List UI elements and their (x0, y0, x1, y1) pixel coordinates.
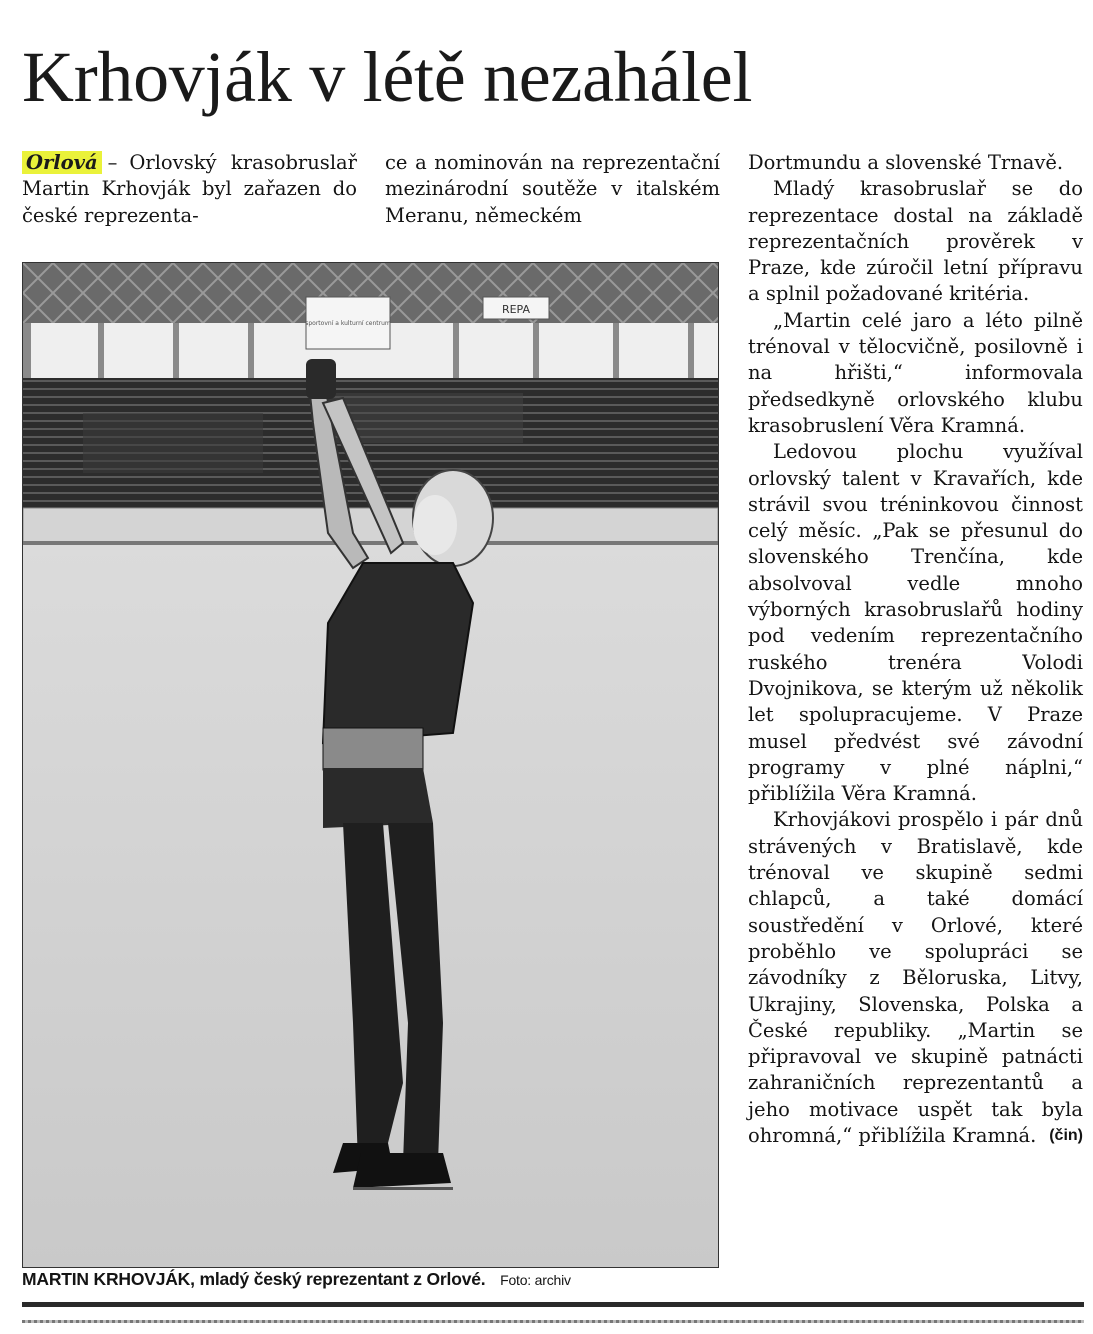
paragraph-4: Ledovou plochu využíval orlovský talent v Kravařích, kde strávil svou tréninkovou činnost celý měsíc. „Pak se přesunul do slovenského Trenčína, kde absolvoval vedle mnoho výborných krasobruslařů hodiny pod vedením reprezentačního ruského trenéra Volodi Dvojnikova, se kterým už několik let spolupracujeme. V Praze musel předvést své závodní programy v plné náplni,“ přiblížila Věra Kramná. (748, 440, 1083, 806)
banner-left-text: sportovní a kulturní centrum (305, 320, 391, 327)
article-column-2 (385, 150, 720, 229)
belt-pattern (323, 728, 423, 770)
article-text-col2: ce a nominován na reprezentační mezinárodní soutěže v italském Meranu, německém (385, 151, 720, 227)
photo-caption (22, 1268, 722, 1291)
article-column-1 (22, 150, 357, 229)
paragraph-2: Mladý krasobruslař se do reprezentace dostal na základě reprezentačních prověrek v Praze, kde zúročil letní přípravu a splnil požadované kritéria. (748, 177, 1083, 306)
paragraph-5: Krhovjákovi prospělo i pár dnů strávených v Bratislavě, kde trénoval ve skupině sedmi chlapců, a také domácí soustředění v Orlové, které proběhlo ve spolupráci se závodníky z Běloruska, Litvy, Ukrajiny, Slovenska, Polska a České republiky. „Martin se připravoval ve skupině patnácti zahraničních reprezentantů a jeho motivace uspět tak byla ohromná,“ přiblížila Kramná. (748, 808, 1083, 1147)
photo-credit: Foto: archiv (500, 1272, 571, 1288)
bottom-rule (22, 1302, 1084, 1307)
paragraph-1: Dortmundu a slovenské Trnavě. (748, 151, 1064, 174)
dateline-dash: – (107, 151, 118, 174)
caption-description: mladý český reprezentant z Orlové. (199, 1269, 486, 1289)
paragraph-3: „Martin celé jaro a léto pilně trénoval v tělocvičně, posilovně i na hřišti,“ informovala předsedkyně orlovského klubu krasobruslení Věra Kramná. (748, 308, 1083, 437)
article-text-col1: Orlovský krasobruslař Martin Krhovják byl zařazen do české reprezenta- (22, 151, 357, 227)
dateline: Orlová (22, 151, 102, 174)
ice-skates (353, 1153, 451, 1188)
bottom-rule-dotted (22, 1320, 1084, 1323)
article-column-3 (748, 150, 1083, 1150)
ice-rink-photo (23, 263, 718, 1267)
gloves (306, 359, 336, 399)
article-photo (22, 262, 719, 1268)
headline: Krhovják v létě nezahálel (22, 37, 753, 117)
caption-name: MARTIN KRHOVJÁK, (22, 1269, 195, 1289)
repa-banner-text: REPA (501, 303, 531, 316)
author-signature: (čin) (1049, 1127, 1083, 1145)
rink-boards (23, 508, 718, 544)
